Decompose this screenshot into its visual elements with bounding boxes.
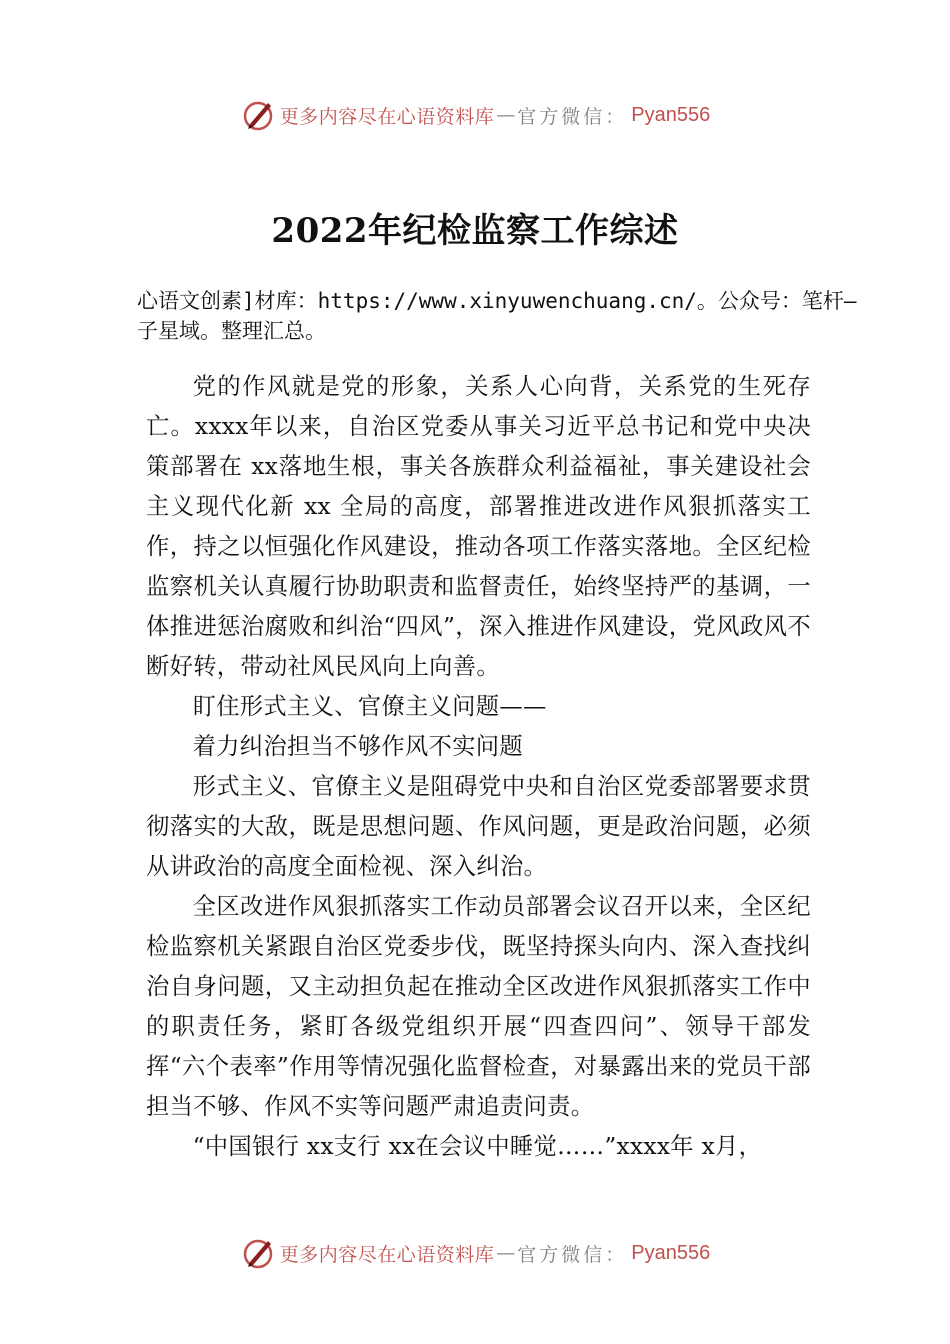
banner-wechat-label: 官方微信：	[517, 1243, 628, 1266]
pen-logo-icon	[240, 97, 276, 133]
paragraph: “中国银行 xx支行 xx在会议中睡觉……”xxxx年 x月，	[192, 1133, 763, 1160]
banner-wechat-label: 官方微信：	[517, 105, 628, 128]
footer-banner	[0, 1231, 950, 1275]
document-title: 2022年纪检监察工作综述	[271, 211, 679, 251]
banner-wechat-id: Pyan556	[631, 1241, 711, 1264]
paragraph: 党的作风就是党的形象，关系人心向背，关系党的生死存亡。xxxx年以来，自治区党委从事关习近平总书记和党中央决策部署在 xx落地生根，事关各族群众利益福祉，事关建设社会主义现代化新 xx 全局的高度，部署推进改进作风狠抓落实工作，持之以恒强化作风建设，推动各项工作落实落地。全区纪检监察机关认真履行协助职责和监督责任，始终坚持严的基调，一体推进惩治腐败和纠治“四风”，深入推进作风建设，党风政风不断好转，带动社风民风向上向善。	[146, 373, 811, 680]
banner-text: 更多内容尽在心语资料库	[279, 105, 495, 128]
paragraph: 形式主义、官僚主义是阻碍党中央和自治区党委部署要求贯彻落实的大敌，既是思想问题、作风问题，更是政治问题，必须从讲政治的高度全面检视、深入纠治。	[146, 773, 811, 880]
section-heading: 盯住形式主义、官僚主义问题——	[192, 693, 547, 720]
banner-dash: —	[496, 1242, 516, 1264]
section-heading: 着力纠治担当不够作风不实问题	[192, 733, 523, 760]
banner-wechat-id: Pyan556	[631, 103, 711, 126]
banner-dash: —	[496, 104, 516, 126]
paragraph: 全区改进作风狠抓落实工作动员部署会议召开以来，全区纪检监察机关紧跟自治区党委步伐，既坚持探头向内、深入查找纠治自身问题，又主动担负起在推动全区改进作风狠抓落实工作中的职责任务，紧盯各级党组织开展“四查四问”、领导干部发挥“六个表率”作用等情况强化监督检查，对暴露出来的党员干部担当不够、作风不实等问题严肃追责问责。	[146, 893, 811, 1120]
header-banner	[0, 93, 950, 137]
document-body	[146, 367, 811, 1167]
pen-logo-icon	[240, 1235, 276, 1271]
source-line: 心语文创素]材库：https://www.xinyuwenchuang.cn/。公众号：笔杆—子星域。整理汇总。	[137, 289, 857, 343]
banner-text: 更多内容尽在心语资料库	[279, 1243, 495, 1266]
